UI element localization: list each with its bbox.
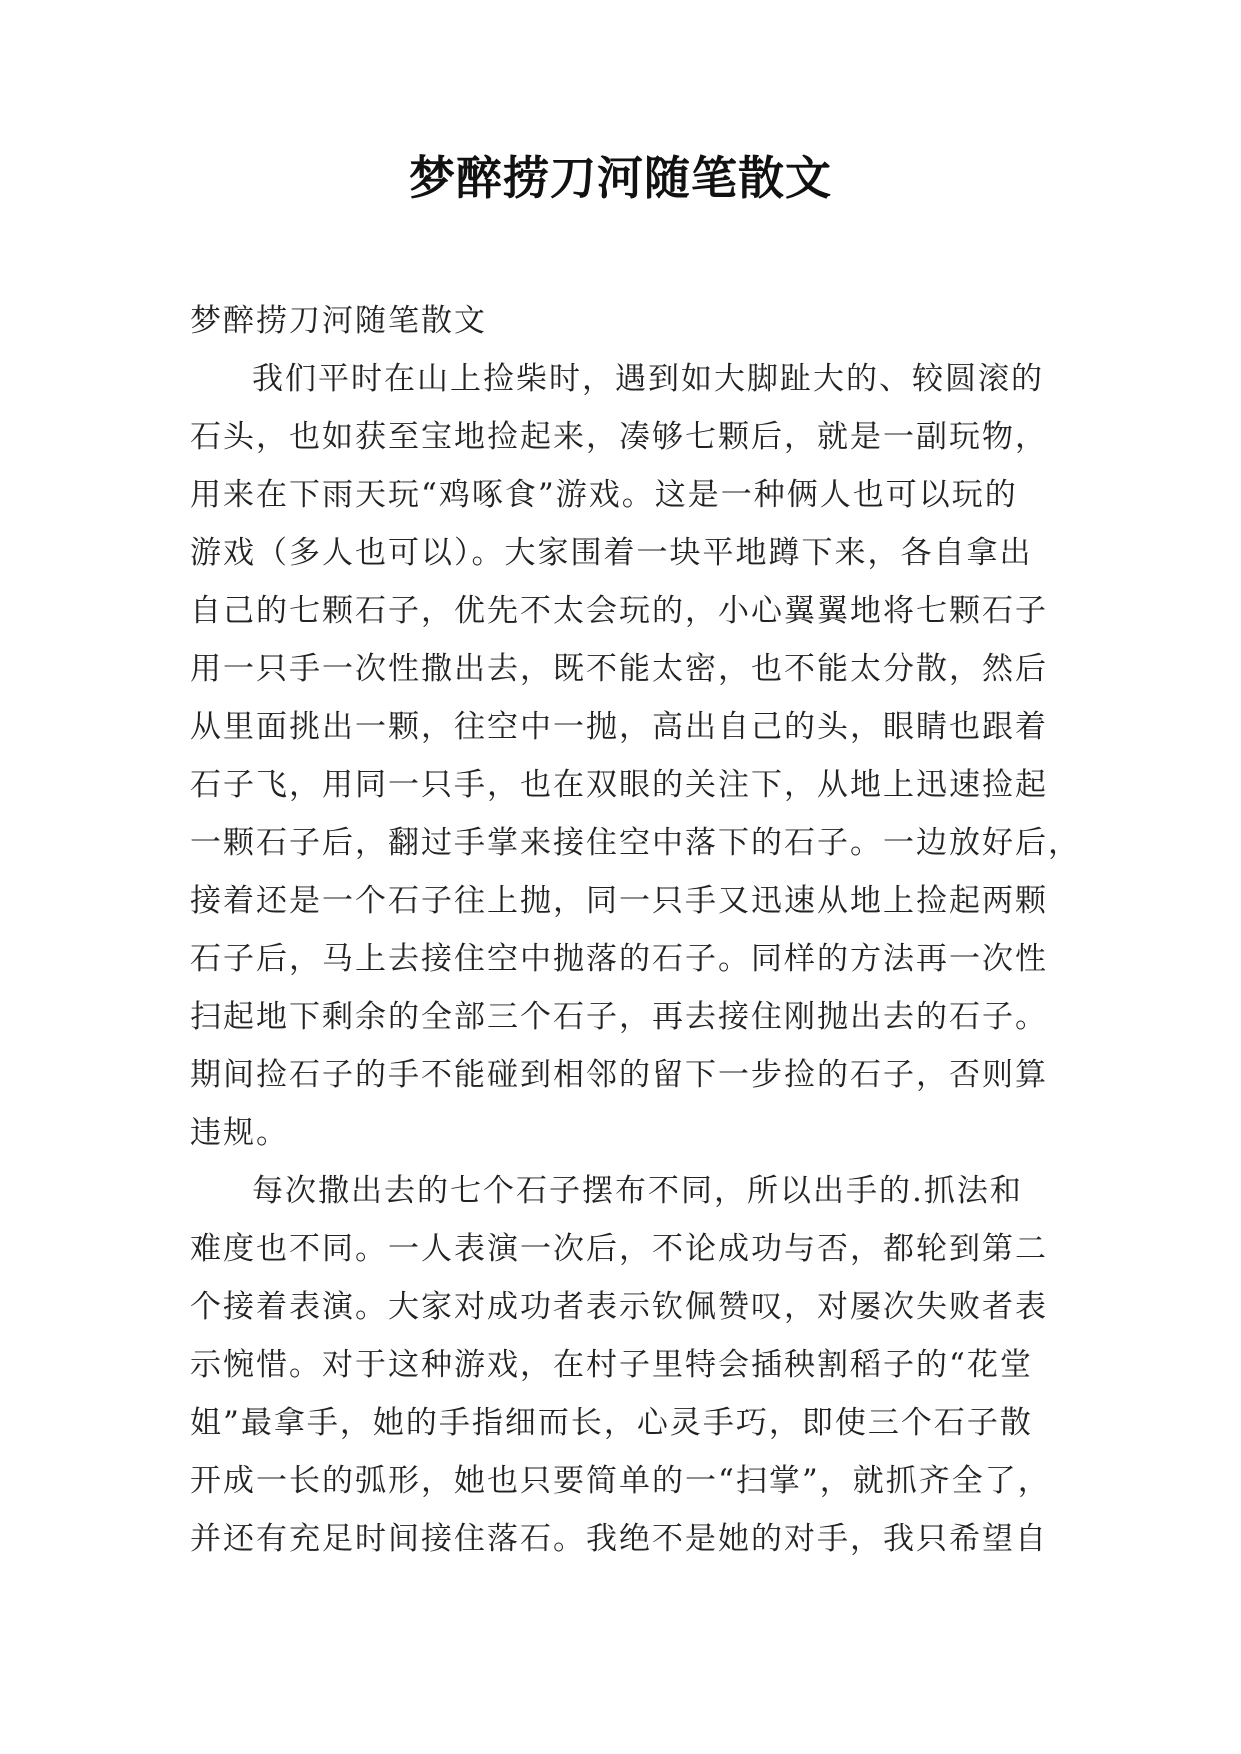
paragraph-line: 个接着表演。大家对成功者表示钦佩赞叹，对屡次失败者表 (190, 1289, 1048, 1325)
paragraph-line: 开成一长的弧形，她也只要简单的一“扫掌”，就抓齐全了， (190, 1463, 1051, 1499)
paragraph-line: 每次撒出去的七个石子摆布不同，所以出手的.抓法和 (252, 1173, 1023, 1209)
paragraph-line: 石子后，马上去接住空中抛落的石子。同样的方法再一次性 (190, 941, 1048, 977)
paragraph-line: 并还有充足时间接住落石。我绝不是她的对手，我只希望自 (190, 1521, 1048, 1557)
paragraph-line: 难度也不同。一人表演一次后，不论成功与否，都轮到第二 (190, 1231, 1048, 1267)
paragraph-line: 从里面挑出一颗，往空中一抛，高出自己的头，眼睛也跟着 (190, 709, 1048, 745)
body-paragraph (190, 350, 1081, 1162)
paragraph-line: 我们平时在山上捡柴时，遇到如大脚趾大的、较圆滚的 (252, 361, 1044, 397)
paragraph-line: 用一只手一次性撒出去，既不能太密，也不能太分散，然后 (190, 651, 1048, 687)
paragraph-line: 一颗石子后，翻过手掌来接住空中落下的石子。一边放好后， (190, 825, 1081, 861)
paragraph-line: 接着还是一个石子往上抛，同一只手又迅速从地上捡起两颗 (190, 883, 1048, 919)
paragraph-line: 游戏（多人也可以）。大家围着一块平地蹲下来，各自拿出 (190, 535, 1033, 571)
paragraph-line: 石头，也如获至宝地捡起来，凑够七颗后，就是一副玩物， (190, 419, 1048, 455)
paragraph-line: 扫起地下剩余的全部三个石子，再去接住刚抛出去的石子。 (190, 999, 1048, 1035)
document-subtitle: 梦醉捞刀河随笔散文 (190, 303, 487, 339)
body-paragraph (190, 1162, 1056, 1568)
document-body (190, 292, 1081, 1568)
paragraph-line: 石子飞，用同一只手，也在双眼的关注下，从地上迅速捡起 (190, 767, 1048, 803)
paragraph-line: 自己的七颗石子，优先不太会玩的，小心翼翼地将七颗石子 (190, 593, 1048, 629)
paragraph-container (190, 350, 1081, 1568)
document-title: 梦醉捞刀河随笔散文 (409, 151, 832, 205)
paragraph-line: 姐”最拿手，她的手指细而长，心灵手巧，即使三个石子散 (190, 1405, 1033, 1441)
paragraph-line: 违规。 (190, 1115, 289, 1151)
paragraph-line: 期间捡石子的手不能碰到相邻的留下一步捡的石子，否则算 (190, 1057, 1048, 1093)
paragraph-line: 用来在下雨天玩“鸡啄食”游戏。这是一种俩人也可以玩的 (190, 477, 1018, 513)
paragraph-line: 示惋惜。对于这种游戏，在村子里特会插秧割稻子的“花堂 (190, 1347, 1033, 1383)
